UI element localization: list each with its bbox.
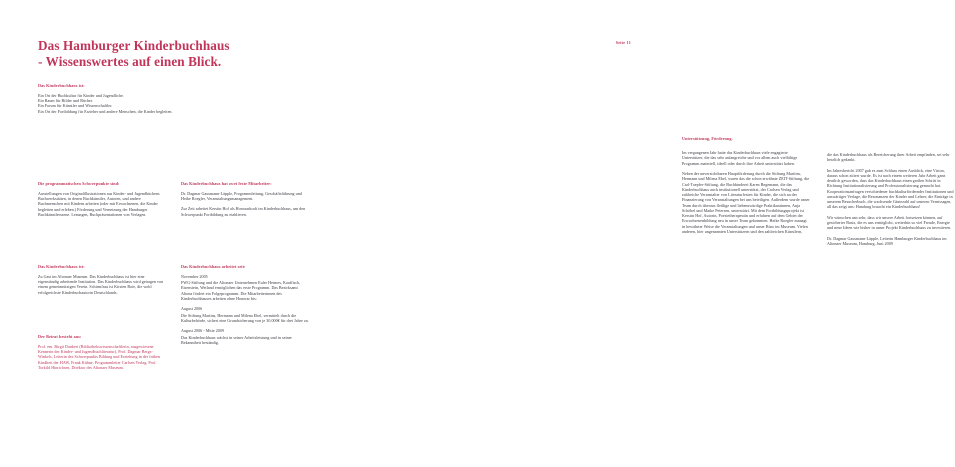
timeline-text: Die Stiftung Martins, Hermann und Milena Ebel, vermittelt durch die Kulturbehörde, sichert eine Grundsicherung von je 30.000€ für drei Jahre zu. <box>181 312 309 324</box>
section-programmatische-schwerpunkte <box>38 181 164 217</box>
section-heading: Unterstützung, Förderung. <box>682 136 733 141</box>
timeline-date: August 2006 <box>181 306 203 312</box>
intro-line: Ein Ort der Fortbildung für Erzieher und andere Menschen, die Kinder begleiten. <box>38 108 173 114</box>
intro-line: Ein Forum für Künstler und Wissenschaftler. <box>38 103 113 109</box>
section-kinderbuchhaus-ist <box>38 264 164 295</box>
signature-block: Dr. Dagmar Gausmann-Läpple, Leiterin Hamburger Kinderbuchhaus im Altonaer Museum, Hamburg, Juni 2009 <box>827 235 947 246</box>
section-heading: Das Kinderbuchhaus ist: <box>38 264 85 269</box>
page-number: Seite 11 <box>615 40 631 45</box>
intro-line: Ein Ort der Buchkultur für Kinder und Jugendliche. <box>38 92 124 98</box>
timeline-text: Das Kinderbuchhaus wächst in seiner Arbeitsleistung und in seiner Bekanntheit beständig. <box>181 334 292 346</box>
page-title-line-1: Das Hamburger Kinderbuchhaus <box>38 38 230 53</box>
section-paragraph: Im vergangenen Jahr hatte das Kinderbuchhaus viele engagierte Unterstützer, die das sehr anfangreiche und vor allem auch vielfältige Programm materiell, ideell oder durch ihre Arbeit unterstützt haben. <box>682 150 798 166</box>
section-paragraph: Ausstellungen von Originalillustrationen aus Kinder- und Jugendbüchern. Buchwerkstätten, in denen Buchkünstler, Autoren, und andere Buchmenschen mit Kindern arbeiten (oder mit Erwachsenen, die Kinder begleiten und erleben.) Förderung und Vernetzung der Hamburger Buchkünstlerszene. Lesungen, Buchpräsentationen von Verlagen. <box>38 190 161 217</box>
section-feste-mitarbeiter <box>181 181 309 217</box>
intro-heading: Das Kinderbuchhaus ist: <box>38 83 85 88</box>
section-heading: Das Kinderbuchhaus arbeitet seit: <box>181 264 246 269</box>
section-paragraph: Neben der unverzichtbaren Hauptförderung durch die Stiftung Maritim, Hermann und Milena Ebel, waren das die schon erwähnte ZEIT-Stiftung, die Carl-Toepfer-Stiftung, die Buchbinderei Karen Begemann, die das Kinderbuchhaus auch institutionell unterstützt, der Carlsen Verlag und zahlreiche Veranstalter von Literaturfesten für Kinder, die sich an der Finanzierung von Veranstaltungen bei uns beteiligen. Außerdem wurde unser Team durch überaus fleißige und liebenswürdige Praktikantinnen, Anja Schöbel und Maike Petersen, unterstützt. Mit dem Fortbildungsprojekt ist Kerstin Hof, Autorin, Poesietherapeutin und erfahren auf dem Gebiet der Erwachsenenbildung neu in unser Team gekommen. Heike Roegler managt in bewährter Weise die Veranstaltungen und unser Büro im Museum. Vielen anderen, hier ungenannten Unterstützern und den zahlreichen Künstlern, <box>682 171 810 234</box>
section-arbeitet-seit <box>181 264 309 345</box>
section-paragraph: Dr. Dagmar Gausmann-Läpple, Programmleitung, Geschäftsführung und Heike Roegler, Veranstaltungsmanagement. <box>181 190 302 202</box>
section-paragraph: Prof. em. Birgit Dankert (Bibliothekswissenschaftlerin, ausgewiesene Kennerin der Kinder- und Jugendbuchliteratur), Prof. Dagmar Bergs-Winkels, Leiterin des Schwerpunkts Bildung und Erziehung in der frühen Kindheit der HAW, Frank Kühne, Programmleiter Carlsen Verlag, Prof. Torkild Hinrichsen, Direktor des Altonaer Museum. <box>38 343 160 370</box>
left-page <box>0 0 330 467</box>
section-beirat <box>38 334 164 370</box>
page-title-line-2: - Wissenswertes auf einen Blick. <box>38 53 222 69</box>
section-unterstuetzung-foerderung <box>682 136 810 234</box>
section-paragraph: Zur Zeit arbeitet Kerstin Hof als Honorarkraft im Kinderbuchhaus, um den Schwerpunkt Fortbildung zu etablieren. <box>181 206 306 217</box>
intro-line: Ein Raum für Bilder und Bücher. <box>38 98 93 104</box>
section-paragraph: die das Kinderbuchhaus als Bereicherung ihrer Arbeit empfinden, sei sehr herzlich gedankt. <box>827 152 950 163</box>
section-heading: Die programmatischen Schwerpunkte sind: <box>38 181 120 186</box>
section-heading: Der Beirat besteht aus: <box>38 334 82 339</box>
intro-lines <box>38 93 288 114</box>
timeline-text: FWG-Stiftung und die Altonaer Unternehmen Euler Hermes, Kauffisch, Eisenstein, Weiland ermöglichen das erste Programm. Das Bezirksamt Altona fördert ein Folgeprogramm. Die Mitarbeiterinnen des Kinderbuchhauses arbeiten ohne Honorar bis: <box>181 280 301 301</box>
section-paragraph: Wir wünschen uns sehr, dass wir unsere Arbeit fortsetzen können, auf gesicherter Basis, die es uns ermöglicht, weiterhin so viel Freude, Energie und neue Ideen wie bisher in unser Projekt Kinderbuchhaus zu investieren. <box>827 214 952 231</box>
page-title <box>38 38 308 69</box>
section-paragraph: Im Jahresbericht 2007 gab es zum Schluss einen Ausblick, eine Vision, daraus schon zitiert wurde. Es ist nach einem weiteren Jahr Arbeit ganz deutlich geworden, dass das Kinderbuchhaus einen großen Schritt in Richtung Institutionalisierung und Professionalisierung gemacht hat. Kooperationsanfragen verschiedener buchkulturfördernder Institutionen und auswärtiger Verlage, die Resonanzen der Kinder und Lehrer, die Einträge in unserem Besucherbuch, die wachsende Gästezahl auf unseren Vernissagen, all das zeigt uns: Hamburg braucht ein Kinderbuchhaus! <box>827 167 954 210</box>
timeline-date: August 2006 - Mitte 2009 <box>181 328 225 334</box>
intro-block <box>38 83 288 114</box>
section-heading: Das Kinderbuchhaus hat zwei feste Mitarbeiter: <box>181 181 272 186</box>
timeline-date: November 2005 <box>181 273 208 279</box>
section-paragraph: Zu Gast im Altonaer Museum. Das Kinderbuchhaus ist hier eine eigenständig arbeitende Institution. Das Kinderbuchhaus wird getragen von einem gemeinnützigen Verein. Schirmfrau ist Kirsten Boie, die wohl erfolgreichste Kinderbuchautorin Deutschlands. <box>38 273 164 295</box>
section-ausblick <box>827 152 955 246</box>
right-page <box>331 0 954 467</box>
